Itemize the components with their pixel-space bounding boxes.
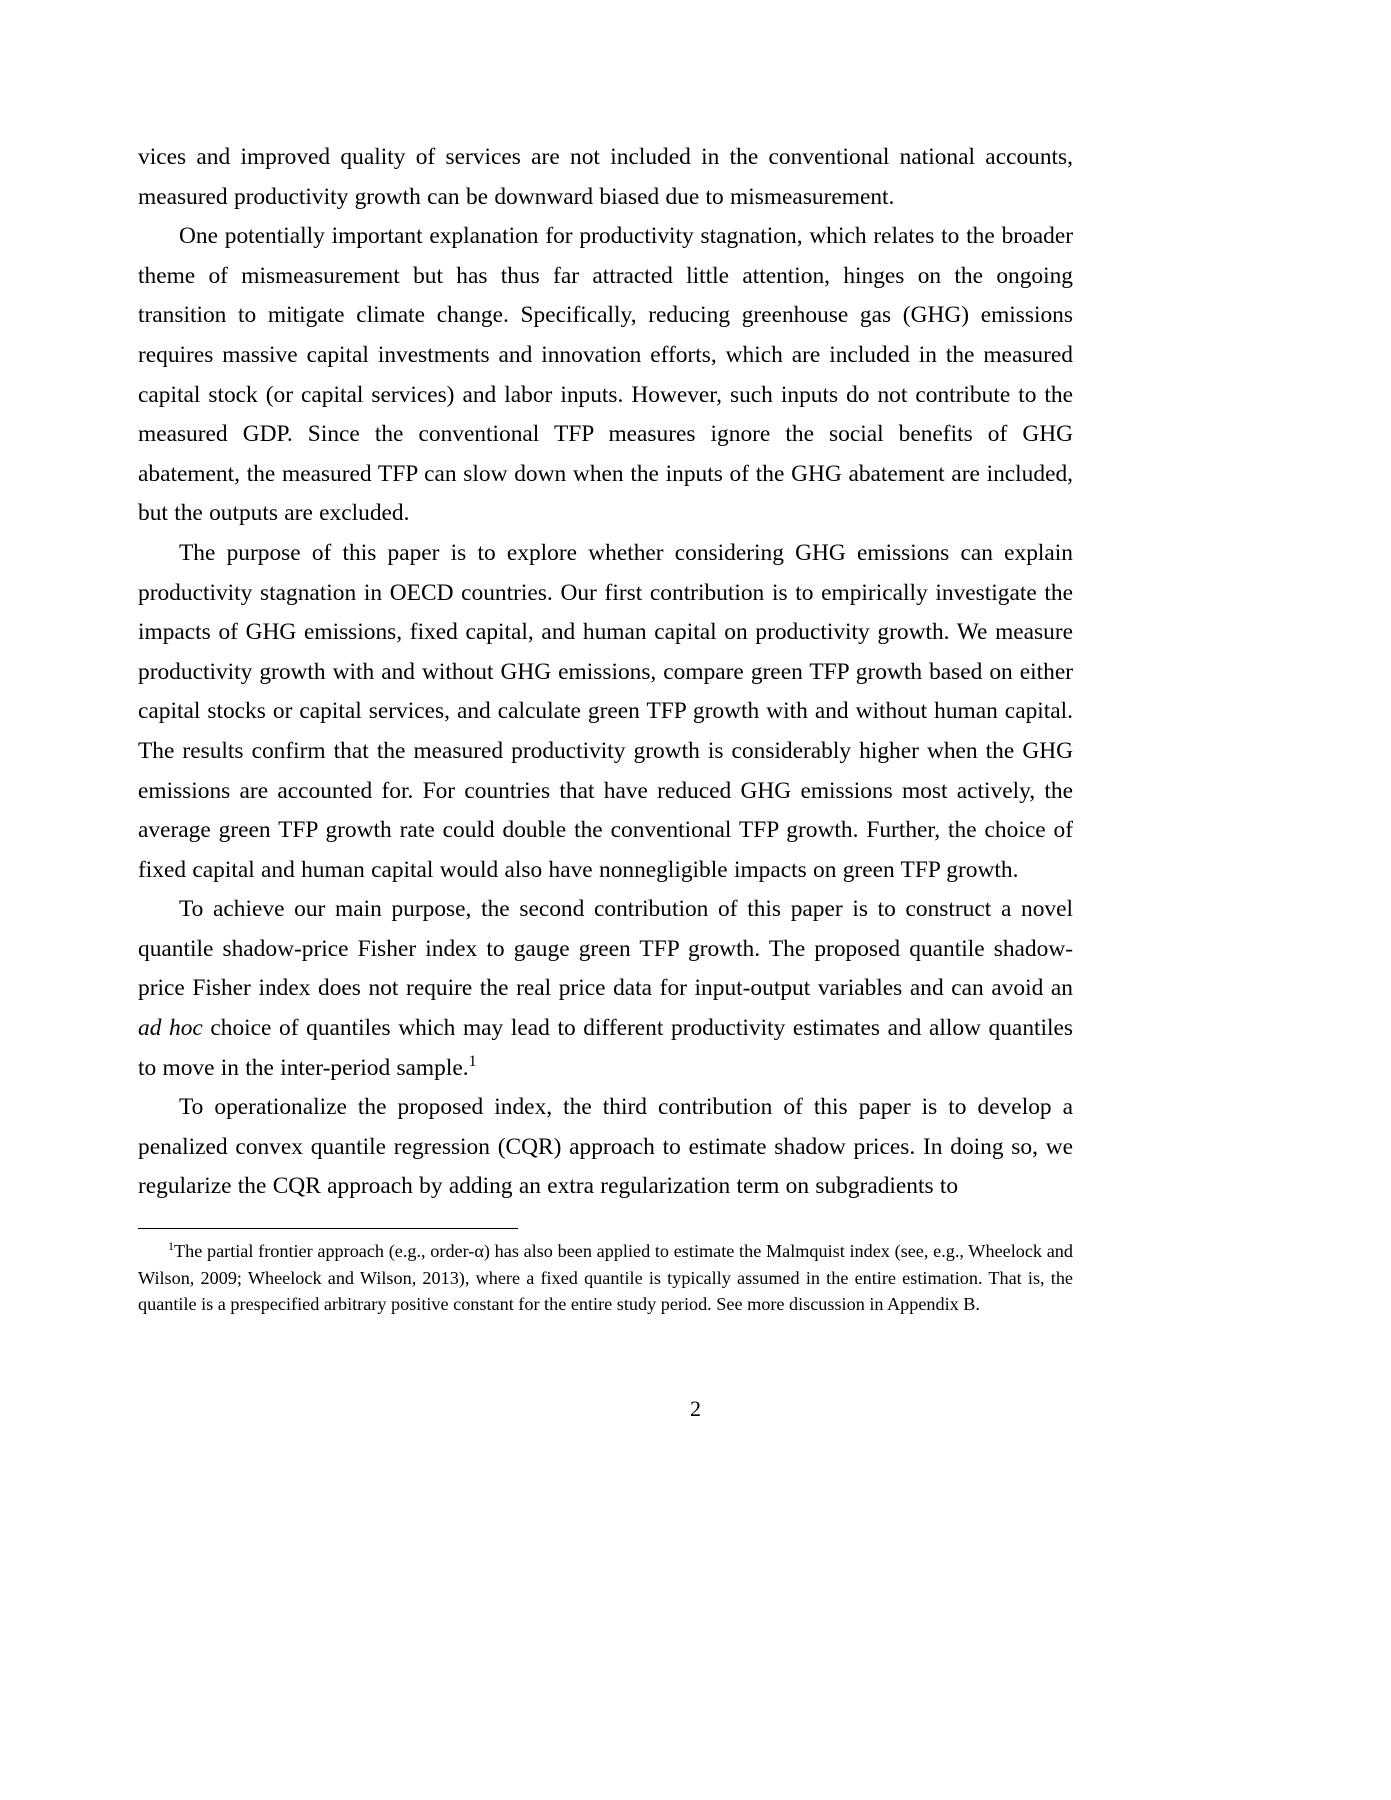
- footnote-marker-1: 1: [168, 1238, 174, 1253]
- second-contribution-part-1: To achieve our main purpose, the second contribution of this paper is to construct a novel quantile shadow-price Fisher index to gauge green TFP growth. The proposed quantile shadow-price Fisher index does not require the real price data for input-output variables and can avoid an: [138, 896, 1073, 1002]
- paragraph-continued: vices and improved quality of services are not included in the conventional national accounts, measured productivity growth can be downward biased due to mismeasurement.: [138, 144, 1073, 210]
- page-body-text: [138, 138, 1073, 1207]
- paragraph-second-contribution: [138, 890, 1073, 1088]
- paragraph-third-contribution: To operationalize the proposed index, the third contribution of this paper is to develop a penalized convex quantile regression (CQR) approach to estimate shadow prices. In doing so, we regularize the CQR approach by adding an extra regularization term on subgradients to: [138, 1094, 1073, 1200]
- paragraph-explanation: One potentially important explanation for productivity stagnation, which relates to the broader theme of mismeasurement but has thus far attracted little attention, hinges on the ongoing transition to mitigate climate change. Specifically, reducing greenhouse gas (GHG) emissions requires massive capital investments and innovation efforts, which are included in the measured capital stock (or capital services) and labor inputs. However, such inputs do not contribute to the measured GDP. Since the conventional TFP measures ignore the social benefits of GHG abatement, the measured TFP can slow down when the inputs of the GHG abatement are included, but the outputs are excluded.: [138, 223, 1073, 527]
- footnote-1-text: The partial frontier approach (e.g., order-α) has also been applied to estimate the Malmquist index (see, e.g., Wheelock and Wilson, 2009; Wheelock and Wilson, 2013), where a fixed quantile is typically assumed in the entire estimation. That is, the quantile is a prespecified arbitrary positive constant for the entire study period. See more discussion in Appendix B.: [138, 1241, 1073, 1315]
- footnote-reference-1[interactable]: 1: [468, 1052, 477, 1070]
- second-contribution-part-2: choice of quantiles which may lead to different productivity estimates and allow quantiles to move in the inter-period sample.: [138, 1015, 1073, 1081]
- footnote-1: [138, 1238, 1073, 1318]
- footnote-block: [138, 1228, 1073, 1318]
- italic-term-ad-hoc: ad hoc: [138, 1015, 203, 1042]
- page-number: 2: [690, 1396, 701, 1421]
- paragraph-purpose: The purpose of this paper is to explore whether considering GHG emissions can explain productivity stagnation in OECD countries. Our first contribution is to empirically investigate the impacts of GHG emissions, fixed capital, and human capital on productivity growth. We measure productivity growth with and without GHG emissions, compare green TFP growth based on either capital stocks or capital services, and calculate green TFP growth with and without human capital. The results confirm that the measured productivity growth is considerably higher when the GHG emissions are accounted for. For countries that have reduced GHG emissions most actively, the average green TFP growth rate could double the conventional TFP growth. Further, the choice of fixed capital and human capital would also have nonnegligible impacts on green TFP growth.: [138, 539, 1073, 883]
- footnote-separator-rule: [138, 1228, 518, 1229]
